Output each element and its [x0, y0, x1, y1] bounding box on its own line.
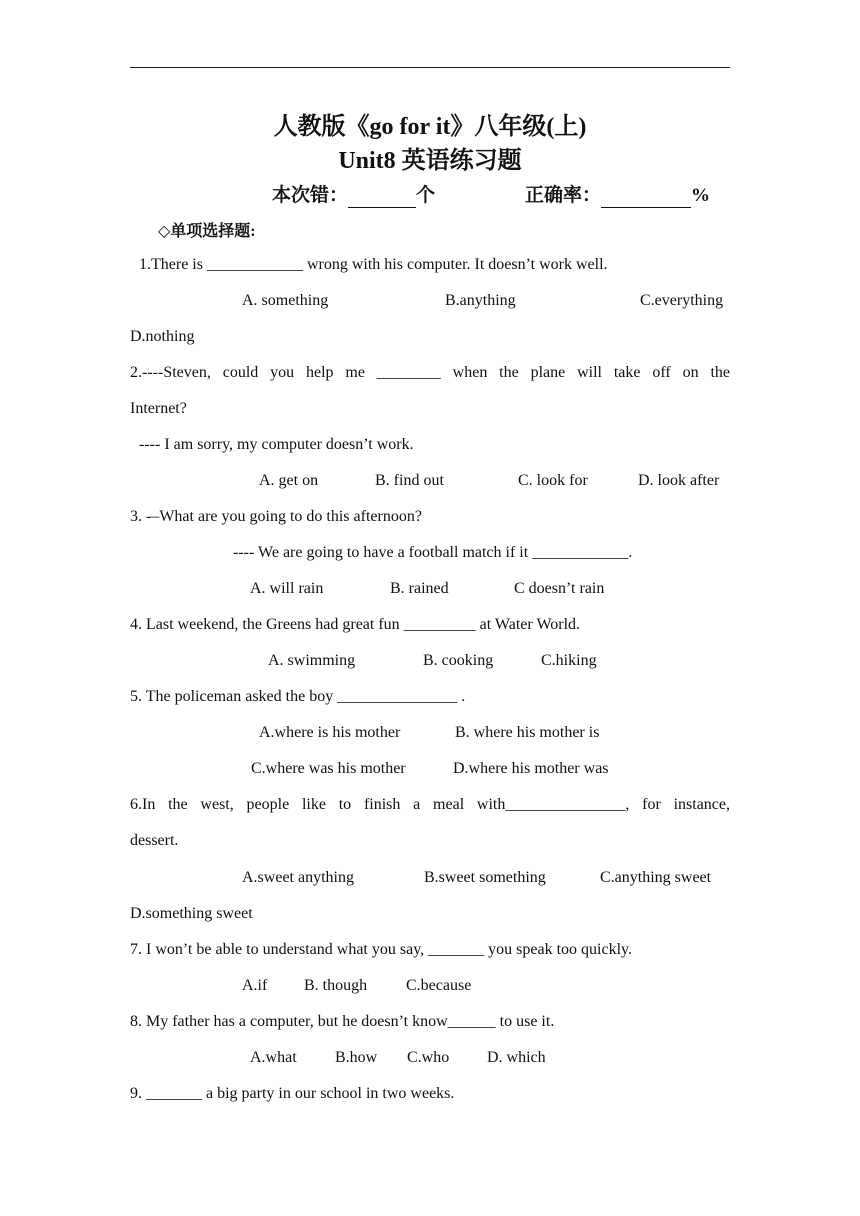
- question-8-stem: 8. My father has a computer, but he doesn’t know______ to use it.: [130, 1013, 555, 1030]
- option-a: A.if: [242, 977, 268, 994]
- option-c: C.anything sweet: [600, 869, 712, 886]
- option-c: C.who: [407, 1049, 450, 1066]
- option-b: B. where his mother is: [455, 724, 600, 741]
- errors-blank: [348, 185, 416, 208]
- question-1-option-d: D.nothing: [130, 328, 195, 345]
- question-5-options-row1: [0, 724, 860, 744]
- option-d: D.where his mother was: [453, 760, 609, 777]
- question-7-stem: 7. I won’t be able to understand what you say, _______ you speak too quickly.: [130, 941, 632, 958]
- question-8-options: [0, 1049, 860, 1069]
- question-6-option-d: D.something sweet: [130, 905, 253, 922]
- question-2-stem: 2.----Steven, could you help me ________ when the plane will take off on the: [130, 364, 730, 381]
- option-a: A.what: [250, 1049, 297, 1066]
- question-9-stem: 9. _______ a big party in our school in two weeks.: [130, 1085, 455, 1102]
- accuracy-unit: %: [691, 185, 711, 206]
- errors-field: [272, 180, 435, 208]
- option-b: B.sweet something: [424, 869, 546, 886]
- accuracy-field: [525, 180, 710, 208]
- option-a: A. get on: [259, 472, 319, 489]
- option-a: A. will rain: [250, 580, 324, 597]
- question-5-options-row2: [0, 760, 860, 780]
- question-5-stem: 5. The policeman asked the boy _______________ .: [130, 688, 466, 705]
- question-1-options: [0, 292, 860, 312]
- question-6-stem: 6.In the west, people like to finish a meal with_______________, for instance,: [130, 796, 730, 813]
- errors-label: 本次错：: [272, 185, 349, 206]
- option-c: C.hiking: [541, 652, 597, 669]
- option-c: C.everything: [640, 292, 724, 309]
- question-3-stem: 3. -–What are you going to do this afternoon?: [130, 508, 422, 525]
- option-d: D. which: [487, 1049, 546, 1066]
- option-b: B. cooking: [423, 652, 494, 669]
- option-c: C.because: [406, 977, 472, 994]
- question-2-options: [0, 472, 860, 492]
- option-c: C doesn’t rain: [514, 580, 605, 597]
- option-a: A.where is his mother: [259, 724, 401, 741]
- option-a: A. something: [242, 292, 329, 309]
- document-title: 人教版《go for it》八年级(上): [273, 114, 587, 140]
- errors-unit: 个: [416, 185, 436, 206]
- section-title: ◇单项选择题:: [158, 223, 256, 240]
- question-3-options: [0, 580, 860, 600]
- option-d: D. look after: [638, 472, 720, 489]
- question-6-stem-cont: dessert.: [130, 832, 179, 849]
- question-1-stem: 1.There is ____________ wrong with his computer. It doesn’t work well.: [139, 256, 608, 273]
- question-3-reply: ---- We are going to have a football match if it ____________.: [233, 544, 633, 561]
- question-2-reply: ---- I am sorry, my computer doesn’t work.: [139, 436, 414, 453]
- option-b: B. rained: [390, 580, 449, 597]
- header-rule: [130, 67, 730, 68]
- option-b: B.anything: [445, 292, 516, 309]
- document-subtitle: Unit8 英语练习题: [338, 148, 522, 174]
- option-b: B. though: [304, 977, 368, 994]
- option-b: B.how: [335, 1049, 378, 1066]
- option-c: C.where was his mother: [251, 760, 406, 777]
- question-7-options: [0, 977, 860, 997]
- question-2-stem-cont: Internet?: [130, 400, 187, 417]
- question-4-stem: 4. Last weekend, the Greens had great fun _________ at Water World.: [130, 616, 581, 633]
- option-a: A. swimming: [268, 652, 356, 669]
- question-4-options: [0, 652, 860, 672]
- accuracy-blank: [601, 185, 691, 208]
- option-b: B. find out: [375, 472, 444, 489]
- accuracy-label: 正确率：: [525, 185, 602, 206]
- option-c: C. look for: [518, 472, 588, 489]
- question-6-options: [0, 869, 860, 889]
- option-a: A.sweet anything: [242, 869, 354, 886]
